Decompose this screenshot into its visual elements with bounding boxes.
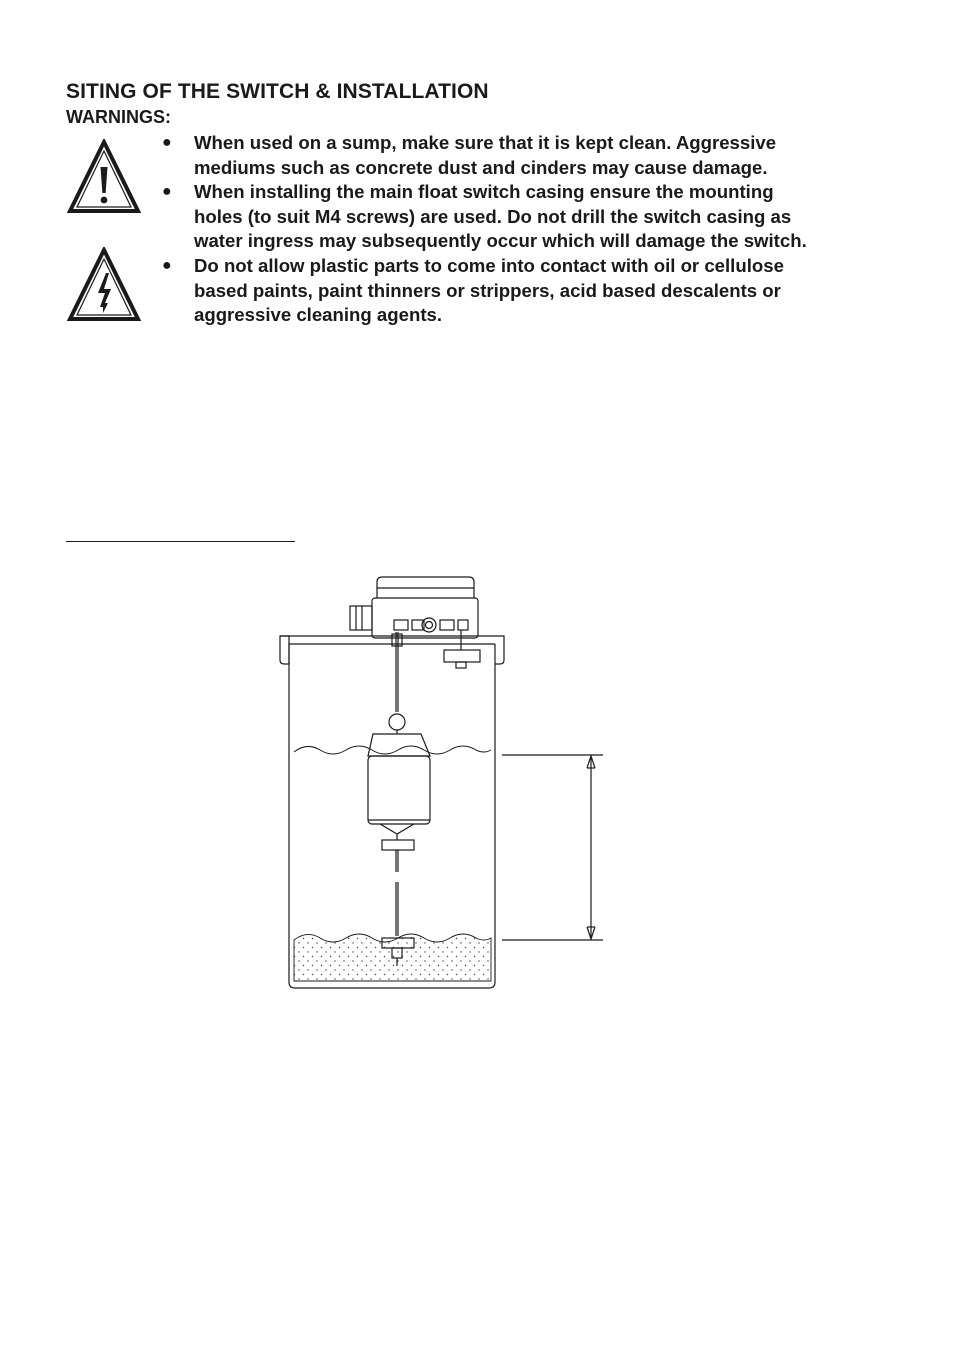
- bullet-dot-icon: ●: [162, 134, 172, 151]
- warnings-subheading: WARNINGS:: [66, 107, 171, 127]
- warning-line: aggressive cleaning agents.: [194, 304, 443, 326]
- bullet-dot-icon: ●: [162, 183, 172, 201]
- section-divider: [66, 541, 295, 542]
- electric-shock-triangle-icon: [67, 247, 141, 323]
- warning-line: water ingress may subsequently occur which will damage the switch.: [194, 230, 807, 252]
- warning-line: Do not allow plastic parts to come into contact with oil or cellulose: [194, 254, 784, 276]
- warning-item: [158, 254, 878, 328]
- warning-line: When installing the main float switch casing ensure the mounting: [194, 181, 774, 203]
- warning-item: [158, 180, 878, 254]
- exclamation-warning-triangle-icon: [67, 139, 141, 215]
- bullet-dot-icon: ●: [162, 256, 172, 274]
- sump-installation-diagram: [270, 572, 610, 992]
- warning-line: When used on a sump, make sure that it is kept clean. Aggressive: [194, 132, 777, 153]
- page-heading: SITING OF THE SWITCH & INSTALLATION: [66, 80, 489, 103]
- warning-item: [158, 131, 878, 180]
- warning-line: mediums such as concrete dust and cinders may cause damage.: [194, 156, 768, 178]
- warning-line: holes (to suit M4 screws) are used. Do not drill the switch casing as: [194, 205, 792, 227]
- warning-line: based paints, paint thinners or strippers, acid based descalents or: [194, 279, 781, 301]
- warnings-list: [158, 131, 878, 328]
